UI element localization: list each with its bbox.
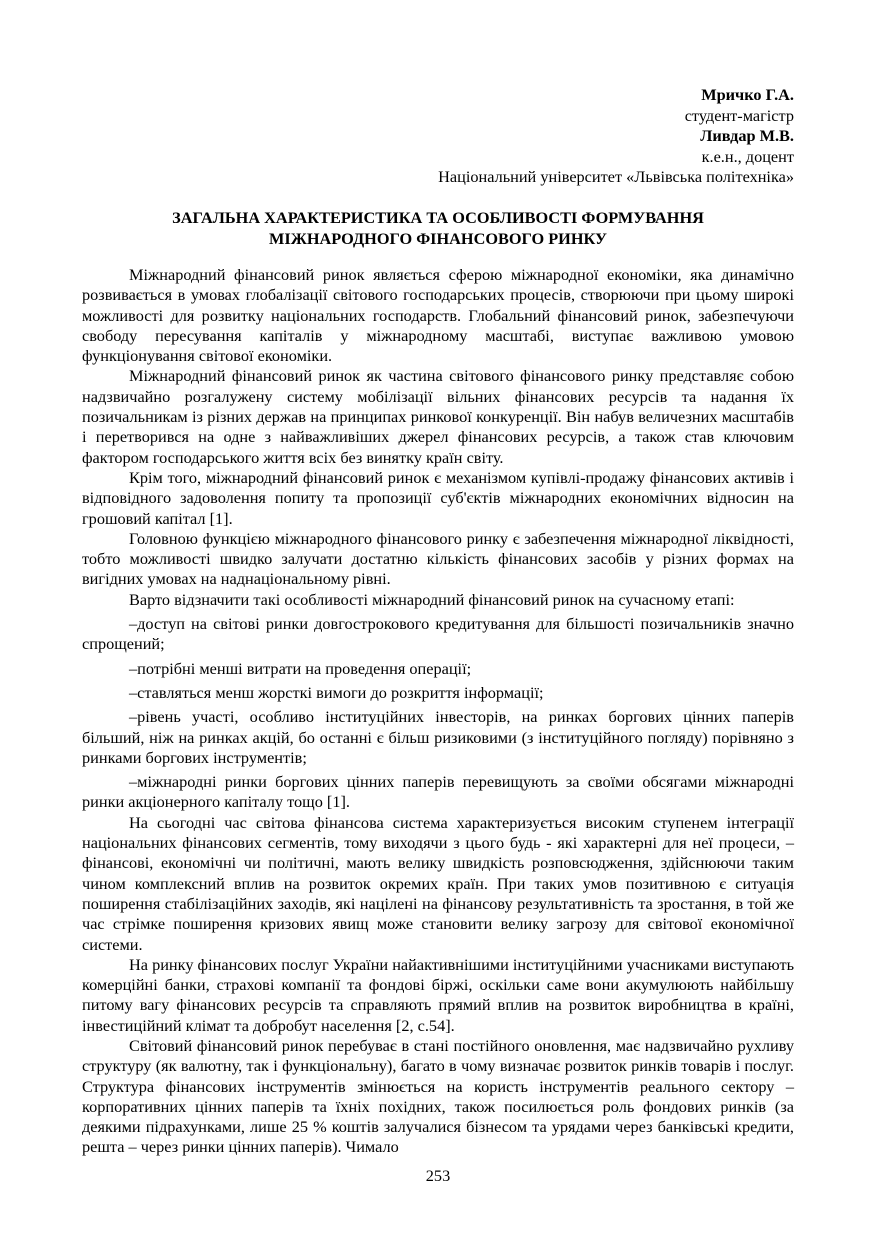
paragraph: Головною функцією міжнародного фінансового ринку є забезпечення міжнародної ліквідності, тобто можливості швидко залучати достатню кількість фінансових засобів у різних формах на вигідних умовах на наднаціональному рівні. (82, 528, 794, 589)
paragraph: Світовий фінансовий ринок перебуває в стані постійного оновлення, має надзвичайно рухливу структуру (як валютну, так і функціональну), багато в чому визначає розвиток ринків товарів і послуг. Структура фінансових інструментів змінюється на користь інструментів реального сектору – корпоративних цінних паперів та їхніх похідних, також посилюється роль фондових ринків (за деякими підрахунками, лише 25 % коштів залучалися бізнесом та урядами через банківські кредити, решта – через ринки цінних паперів). Чимало (82, 1035, 794, 1157)
list-item: –доступ на світові ринки довгострокового кредитування для більшості позичальників значно спрощений; (82, 614, 794, 654)
paragraph: Міжнародний фінансовий ринок як частина світового фінансового ринку представляє собою надзвичайно розгалужену систему мобілізації вільних фінансових ресурсів та надання їх позичальникам із різних держав на принципах ринкової конкуренції. Він набув величезних масштабів і перетворився на одне з найважливіших джерел фінансових ресурсів, а також став ключовим фактором господарського життя всіх без винятку країн світу. (82, 366, 794, 467)
title-line: МІЖНАРОДНОГО ФІНАНСОВОГО РИНКУ (269, 229, 607, 248)
list-item: –потрібні менші витрати на проведення операції; (129, 658, 472, 678)
page-number: 253 (425, 1166, 451, 1185)
list-item: –міжнародні ринки боргових цінних паперів перевищують за своїми обсягами міжнародні ринки акціонерного капіталу тощо [1]. (82, 772, 794, 812)
author-name: Ливдар М.В. (700, 126, 794, 145)
paragraph: Варто відзначити такі особливості міжнародний фінансовий ринок на сучасному етапі: (129, 589, 735, 609)
title-line: ЗАГАЛЬНА ХАРАКТЕРИСТИКА ТА ОСОБЛИВОСТІ ФОРМУВАННЯ (172, 208, 704, 227)
paragraph: На сьогодні час світова фінансова система характеризується високим ступенем інтеграції національних фінансових сегментів, тому виходячи з цього будь - які характерні для неї процеси, – фінансові, економічні чи політичні, мають велику швидкість розповсюдження, здійснюючи таким чином комплексний вплив на розвиток окремих країн. При таких умов позитивною є ситуація поширення стабілізаційних заходів, які націлені на фінансову результативність та зростання, в той же час стрімке поширення кризових явищ може становити велику загрозу для світової економічної системи. (82, 812, 794, 954)
list-item: –ставляться менш жорсткі вимоги до розкриття інформації; (129, 682, 544, 702)
article-body (82, 265, 794, 1158)
affiliation: Національний університет «Львівська політехніка» (438, 167, 794, 186)
paragraph: Крім того, міжнародний фінансовий ринок є механізмом купівлі-продажу фінансових активів і відповідного задоволення попиту та пропозиції суб'єктів міжнародних економічних відносин на грошовий капітал [1]. (82, 467, 794, 528)
paragraph: На ринку фінансових послуг України найактивнішими інституційними учасниками виступають комерційні банки, страхові компанії та фондові біржі, оскільки саме вони акумулюють найбільшу питому вагу фінансових ресурсів та справляють прямий вплив на розвиток виробництва в країні, інвестиційний клімат та добробут населення [2, с.54]. (82, 954, 794, 1035)
author-block (438, 85, 794, 188)
article-title (82, 207, 794, 249)
author-role: к.е.н., доцент (701, 146, 794, 166)
author-name: Мричко Г.А. (701, 85, 794, 104)
author-role: студент-магістр (684, 105, 794, 125)
paragraph: Міжнародний фінансовий ринок являється сферою міжнародної економіки, яка динамічно розвивається в умовах глобалізації світового господарських процесів, створюючи при цьому широкі можливості для розвитку національних господарств. Глобальний фінансовий ринок, забезпечуючи свободу пересування капіталів у міжнародному масштабі, виступає важливою умовою функціонування світової економіки. (82, 265, 794, 366)
list-item: –рівень участі, особливо інституційних інвесторів, на ринках боргових цінних паперів більший, ніж на ринках акцій, бо останні є більш ризиковими (з інституційного погляду) порівняно з ринками боргових інструментів; (82, 707, 794, 767)
